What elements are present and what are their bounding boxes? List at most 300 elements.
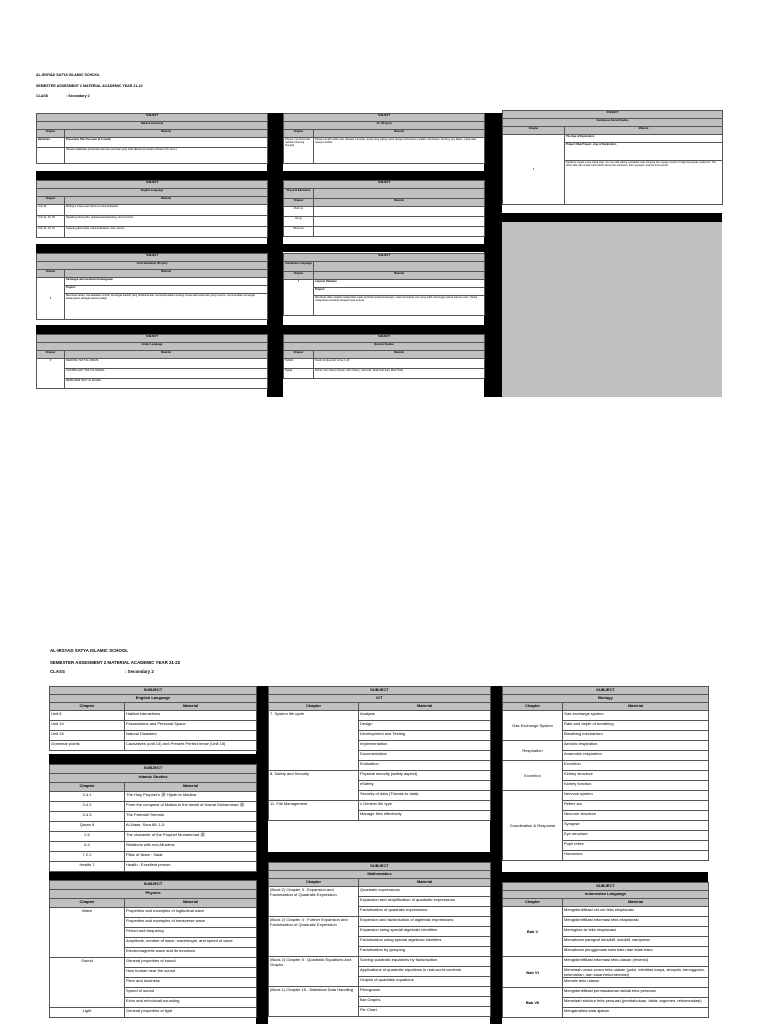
sundanese-language-block [283,253,484,316]
chapter-cell: Bab V [503,907,563,957]
english-block-table [49,686,257,751]
material-cell: Bar Graphs [359,997,491,1007]
chapter-header: Chapter [37,351,65,359]
material-cell: Reflex arc [563,801,709,811]
material-cell: Writing a news report about a natural disaster [65,205,268,216]
table-row [37,138,268,148]
sundanese-social-block [502,110,722,205]
chapter-cell: Tajwid [284,369,314,379]
material-cell: Expansion and simplification of quadratic expressions [359,897,491,907]
chapter-header: Chapter [37,130,65,138]
table-row [269,879,491,887]
ict-block [268,686,490,821]
material-cell: Applications of quadratic equations in real-world contexts [359,967,491,977]
table-row [50,687,257,695]
material-cell: Neurone structure [563,811,709,821]
chapter-cell: Light [50,1008,125,1018]
indonesian-language-block-table [502,882,709,1018]
chapter-cell: (Book 1) Chapter 15 : Statistical Data Handling [269,987,359,1017]
empty-gray-area [502,222,722,397]
table-row [269,695,491,703]
material-cell: Meringkas isi teks eksplanasi [563,927,709,937]
material-header: Material [565,127,723,135]
material-cell: Manage files effectively [359,811,491,821]
material-cell: Period and frequency [125,928,257,938]
table-row [50,1008,257,1018]
school-name: AL-IRSYAD SATYA ISLAMIC SCHOOL [36,73,100,77]
chapter-header: Chapter [284,272,314,280]
chapter-cell: Quran 9 [50,822,125,832]
chapter-header: Chapter [503,127,565,135]
subject-name: Sundanese Language [284,262,314,272]
civic-education-block-table [36,253,268,320]
material-cell: Factorisation by grouping [359,947,491,957]
material-cell: Presentasi Teks Persuasi (3-5 menit) [65,138,268,148]
arabic-language-block-table [36,334,268,389]
material-cell: Possessions and Personal Space [125,721,257,731]
table-row [37,181,268,189]
separator-bar [36,244,267,253]
table-row [50,711,257,721]
material-cell: Amplitude, number of wave, wavelength, and speed of wave [125,938,257,948]
table-row [37,227,268,238]
material-cell: Natural Disasters [125,731,257,741]
material-cell: Pupil reflex [563,841,709,851]
separator-bar [267,113,283,397]
quranic-studies-block [283,334,484,379]
separator-bar [36,325,267,334]
material-cell: Nervous system [563,791,709,801]
table-row [269,957,491,967]
material-header: Material [65,130,268,138]
material-cell: Security of data (Threats to data) [359,791,491,801]
chapter-cell: Bab VI [503,957,563,988]
chapter-cell: Unit 15 [50,731,125,741]
chapter-header: Chapter [37,270,65,278]
art-block [283,113,484,164]
material-cell: Mengidentifikasi ciri-ciri teks eksplanasi [563,907,709,917]
class-value: : Secondary 2 [66,94,90,98]
material-cell: Speed of sound [125,988,257,998]
material-header: Material [65,351,268,359]
chapter-cell: Respiration [503,741,563,761]
material-cell: MEMAHAMI TEXT AL MANZIL [65,379,268,389]
material-cell: Memahami paragraf deduktif, induktif, campuran [563,937,709,947]
material-cell: Development and Testing [359,731,491,741]
table-row [37,343,268,351]
school-name: AL-IRSYAD SATYA ISLAMIC SCHOOL [50,648,128,653]
semester-title: SEMESTER ASSESMENT 2 MATERIAL ACADEMIC YEAR 21-22 [36,84,143,88]
table-row [284,122,485,130]
arabic-language-block [36,334,267,389]
chapter-header: Chapter [284,130,314,138]
sundanese-social-block-table [502,110,723,205]
table-row [284,343,485,351]
material-cell: Relations with non-Muslims [125,842,257,852]
chapter-cell: II [503,135,565,205]
table-row [37,335,268,343]
subject-name: Sundanese Social Studies [503,119,723,127]
chapter-header: Chapter [50,783,125,792]
material-cell: (Siswa melakukan presentasi dari teks persuasi yang telah dibuatnya secara individu 3-5 menit.) [65,148,268,164]
material-header: Material [314,130,485,138]
material-cell: Causatives (unit 14) and Present Perfect tense (Unit 15) [125,741,257,751]
table-row [284,288,485,296]
table-row [50,881,257,890]
material-cell: Pictograms [359,987,491,997]
material-cell: Students create a two-sided map. On one side will be a detailed map showing the voyage routes of major European explorers. The other side will contain information about the explorers, their voyages, and the time period. [565,161,723,205]
subject-label: SUBJECT [503,687,709,695]
subject-name: Islamic Studies [50,774,257,783]
material-cell: The Holy Prophet's ﷺ Hijrah to Madina [125,792,257,802]
material-cell: Pillar of Islam : Salat [125,852,257,862]
material-cell: Factorisation of quadratic expressions [359,907,491,917]
subject-name: Biology [503,695,709,703]
material-cell: Synapse [563,821,709,831]
material-cell: Analysis [359,711,491,721]
chapter-cell: Gas Exchange System [503,711,563,741]
material-cell: Speaking about jobs, releases/paraphrasing, and survivors [65,216,268,227]
material-cell: Project: [314,288,485,296]
table-row [37,114,268,122]
material-cell: Mengidentifikasi informasi teks eksplanasi [563,917,709,927]
subject-name: Civic Education (Project) [37,262,268,270]
table-row [37,148,268,164]
table-row [37,294,268,320]
material-cell: Habitat interactions [125,711,257,721]
material-cell: eSafety [359,781,491,791]
material-cell: Pitch and loudness [125,978,257,988]
material-cell: Expansion and factorisation of algebraic expressions [359,917,491,927]
table-row [50,802,257,812]
table-row [284,227,485,237]
table-row [37,359,268,369]
material-cell: Excretion [563,761,709,771]
table-row [284,351,485,359]
table-row [37,205,268,216]
subject-name: English Language [50,695,257,703]
table-row [269,711,491,721]
table-row [50,842,257,852]
semester-title: SEMESTER ASSESMENT 2 MATERIAL ACADEMIC YEAR 21-22 [50,660,181,665]
bahasa-indonesia-block-table [36,113,268,164]
subject-name: Physical Education [284,189,314,199]
physical-education-block [283,180,484,237]
chapter-cell: 3.4.1 [50,792,125,802]
subject-name: Indonesian Language [503,891,709,899]
table-row [50,862,257,872]
separator-bar [502,872,708,882]
table-row [284,199,485,207]
material-header: Material [65,197,268,205]
material-cell: Menelaah unsur-unsur teks ulasan (judul, identitas karya, sinopsis, keunggulan, kelemahan, dan saran/rekomendasi) [563,967,709,978]
material-cell: Project: [65,286,268,294]
material-header: Material [314,351,485,359]
material-cell: Menulis teks ulasan [563,978,709,988]
table-row [50,703,257,711]
material-cell: Expansion using special algebraic identities [359,927,491,937]
chapter-cell: (Book 2) Chapter 4 : Further Expansion and Factorisation of Quadratic Expression [269,917,359,957]
table-row [284,138,485,164]
mathematics-block [268,862,490,1017]
material-cell: Design [359,721,491,731]
table-row [503,703,709,711]
table-row [503,695,709,703]
subject-name: Physics [50,890,257,899]
table-row [269,871,491,879]
separator-bar [283,244,484,252]
table-row [50,852,257,862]
separator-bar [268,852,490,862]
chapter-cell: II [37,359,65,389]
subject-label: SUBJECT [50,881,257,890]
material-cell: Project: Map Project - Age of Exploration [565,143,723,161]
table-row [284,369,485,379]
table-row [503,957,709,967]
material-header: Material [563,899,709,907]
table-row [284,130,485,138]
separator-bar [283,325,484,334]
civic-education-block [36,253,267,320]
chapter-cell: II [284,280,314,316]
table-row [503,127,723,135]
separator-bar [36,171,267,180]
subject-label: SUBJECT [284,335,485,343]
subject-label: SUBJECT [269,687,491,695]
material-cell: Mengidentifikasi informasi teks ulasan (resensi) [563,957,709,967]
material-cell: Mengidentifikasi permasalahan aktual teks persuasi [563,988,709,998]
material-cell: Menganalisis kata ajakan [563,1008,709,1018]
subject-name: Art (Project) [284,122,485,130]
material-cell: The Age of Exploration [565,135,723,143]
table-row [50,958,257,968]
subject-name: English Language [37,189,268,197]
material-cell: Properties and examples of logitudinal wave [125,908,257,918]
material-cell: Kidney structure [563,771,709,781]
table-row [37,216,268,227]
table-row [503,687,709,695]
chapter-cell: 7.2.2 [50,852,125,862]
table-row [503,899,709,907]
subject-name: Quranic Studies [284,343,485,351]
chapter-cell: Unit 12, 15, 16 [37,227,65,238]
class-label: CLASS [36,94,49,98]
subject-name: ICT [269,695,491,703]
table-row [50,721,257,731]
table-row [50,822,257,832]
mathematics-block-table [268,862,491,1017]
table-row [284,217,485,227]
chapter-cell: 2.5 [50,832,125,842]
material-cell: Membuat video singkat melaporkan suatu peristiwa (pawai keluarga), materi persiapan pun yang telah menunggu warna warna umum. Siswa melaporkan peristiwa dengan baca tuntuta [314,296,485,316]
table-row [37,262,268,270]
table-row [37,254,268,262]
chapter-cell: (Book 2) Chapter 5 : Quadratic Equations And Graphs [269,957,359,987]
table-row [50,731,257,741]
material-cell: Siswa memilih salah satu diantara 3 lembar, siswa yang paling cocok dengan kebutuhan melukis. Hal bahan: Sunting, tips dalam, tusuk atau, maupun bebas. [314,138,485,164]
material-cell: Membuat studio, mendekatkan contoh semangat kolektif yang dimaksud dan memperkenalkan tentang proses ada sebanyak yang mampu, memunculkan semangat kebangsaan sebagai sarana pelajar [65,294,268,320]
material-cell: Menelaah struktur teks persuasi (pendahuluan, fakta, argumen, rekomendasi) [563,998,709,1008]
material-cell: Al-Naas, Sura 86: 1-5 [125,822,257,832]
material-cell: Documentation [359,751,491,761]
table-row [269,687,491,695]
material-cell: Surah Al-Qiyamah Verse 1-40 [314,359,485,369]
art-block-table [283,113,485,164]
chapter-cell: Sound [50,958,125,1008]
chapter-cell: Unit 12, 16, 18 [37,216,65,227]
subject-name: Arabic Language [37,343,268,351]
material-header: Material [314,199,485,207]
english-block [36,180,267,238]
blank-cell [314,189,485,199]
chapter-cell: Health 7 [50,862,125,872]
chapter-cell: Grammar points [50,741,125,751]
material-cell: Eye structure [563,831,709,841]
subject-label: SUBJECT [503,883,709,891]
separator-bar [49,754,256,764]
sundanese-language-block-table [283,253,485,316]
material-cell: READING TEXT AL MANZIL [65,359,268,369]
material-cell: x Generic file type [359,801,491,811]
material-cell: How human hear the sound [125,968,257,978]
table-row [269,771,491,781]
chapter-header: Chapter [284,199,314,207]
material-cell: Graphs of quadratic equations [359,977,491,987]
chapter-cell: Work-out [284,227,314,237]
table-row [37,379,268,389]
subject-label: SUBJECT [37,335,268,343]
material-cell: Rate and depth of breathing [563,721,709,731]
table-row [50,695,257,703]
chapter-header: Chapter [284,351,314,359]
chapter-cell: Berbicara [37,138,65,148]
table-row [503,883,709,891]
material-cell: Laporan Pakeban [314,280,485,288]
separator-bar [484,113,502,397]
table-row [503,791,709,801]
material-header: Material [65,270,268,278]
material-cell [314,207,485,217]
material-header: Material [125,899,257,908]
table-row [50,774,257,783]
chapter-header: Chapter [503,703,563,711]
table-row [37,286,268,294]
table-row [50,890,257,899]
material-cell: Evaluation [359,761,491,771]
chapter-header: Chapter [269,703,359,711]
material-cell: Gas exchange system [563,711,709,721]
material-cell: Aerobic respiration [563,741,709,751]
chapter-cell: 8. Safety and Security [269,771,359,801]
islamic-studies-block [49,764,256,872]
table-row [269,703,491,711]
biology-block [502,686,708,861]
table-row [284,181,485,189]
material-cell: Breathing mechanism [563,731,709,741]
table-row [503,761,709,771]
chapter-header: Chapter [50,703,125,711]
material-cell: Factorisation using special algebraic identities [359,937,491,947]
chapter-cell: 3.4.2 [50,802,125,812]
subject-label: SUBJECT [284,254,485,262]
table-row [269,801,491,811]
separator-bar [256,686,268,1024]
indonesian-language-block [502,882,708,1018]
chapter-cell: Push up [284,207,314,217]
bahasa-indonesia-block [36,113,267,164]
subject-label: SUBJECT [50,765,257,774]
table-row [50,741,257,751]
table-row [37,270,268,278]
subject-label: SUBJECT [284,114,485,122]
blank-cell [314,262,485,272]
class-label: CLASS [50,669,65,674]
material-cell: Solving quadratic equations by factorisation [359,957,491,967]
table-row [503,741,709,751]
table-row [284,335,485,343]
material-cell: Idzhar, Nun Sukun Tanwin, Mim Sukun, Ghunnah, Mad Ashli Fari, Mad Thabi [314,369,485,379]
table-row [50,832,257,842]
material-cell: Hormones [563,851,709,861]
material-header: Material [314,272,485,280]
table-row [284,189,485,199]
material-cell: Implementation [359,741,491,751]
chapter-cell: Unit 8 [50,711,125,721]
subject-label: SUBJECT [37,254,268,262]
material-cell: Listening about jobs, natural disasters, Film stories [65,227,268,238]
chapter-cell [37,148,65,164]
material-cell: Health : Excellent person [125,862,257,872]
material-cell [314,227,485,237]
table-row [284,207,485,217]
chapter-cell: Tahfidz [284,359,314,369]
separator-bar [490,686,502,1024]
subject-label: SUBJECT [284,181,485,189]
table-row [284,296,485,316]
class-value: : Secondary 2 [125,669,154,674]
separator-bar [502,213,722,222]
table-row [50,908,257,918]
table-row [503,907,709,917]
chapter-cell: Coordination & Response [503,791,563,861]
chapter-cell: Unit 14 [50,721,125,731]
english-block [49,686,256,751]
subject-name: Mathematics [269,871,491,879]
table-row [284,262,485,272]
physical-education-block-table [283,180,485,237]
subject-label: SUBJECT [37,114,268,122]
table-row [269,917,491,927]
table-row [37,278,268,286]
ict-block-table [268,686,491,821]
chapter-cell: Unit 16 [37,205,65,216]
table-row [37,122,268,130]
material-header: Material [125,703,257,711]
chapter-header: Chapter [50,899,125,908]
islamic-studies-block-table [49,764,257,872]
chapter-cell: 7. System life cycle [269,711,359,771]
subject-label: SUBJECT [503,111,723,119]
material-header: Material [563,703,709,711]
table-row [269,987,491,997]
subject-label: SUBJECT [37,181,268,189]
chapter-header: Chapter [37,197,65,205]
material-cell: The character of the Prophet Muhammad ﷺ [125,832,257,842]
table-row [269,887,491,897]
material-header: Material [359,703,491,711]
table-row [503,711,709,721]
physics-block-table [49,880,257,1018]
